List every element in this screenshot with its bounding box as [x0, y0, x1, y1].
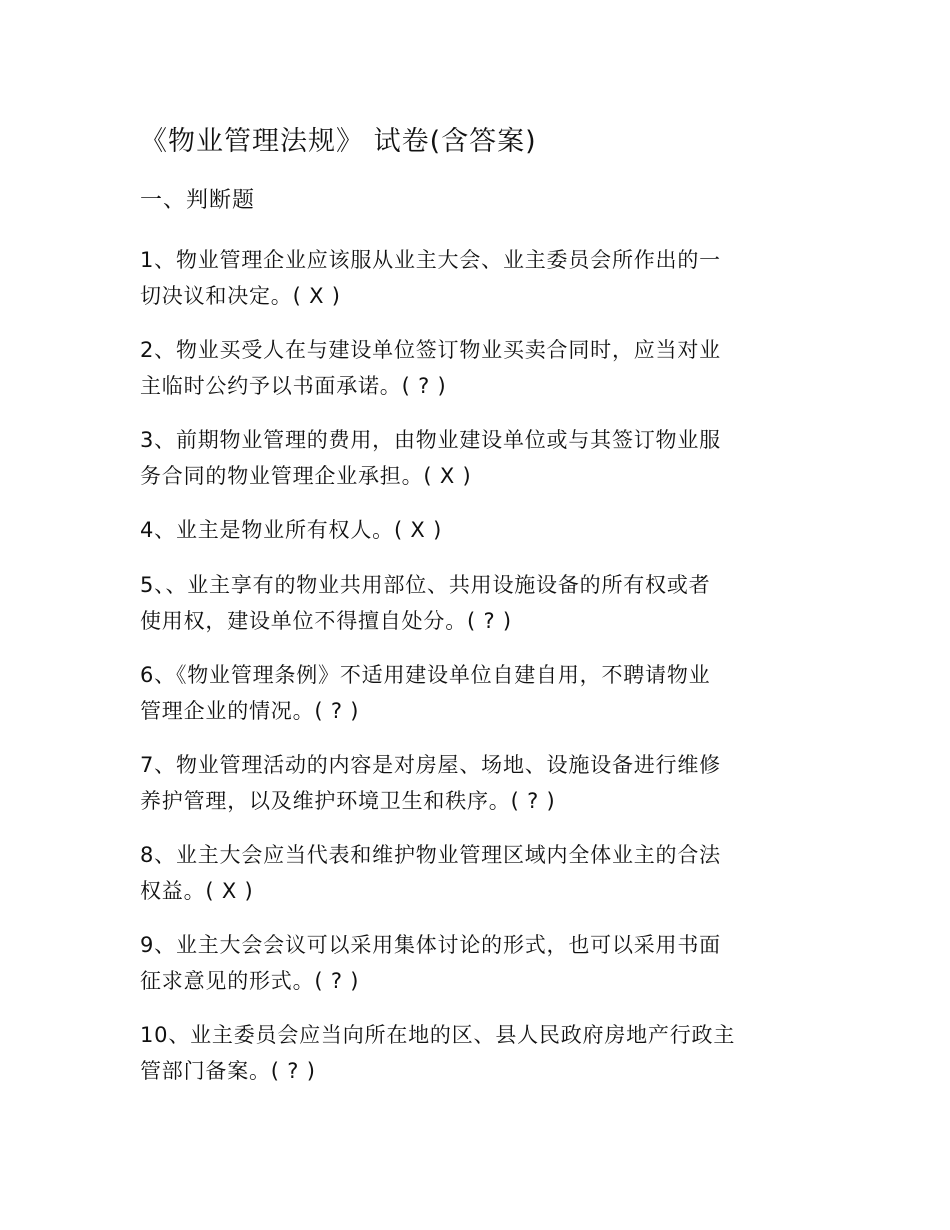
question-2-line-2: 主临时公约予以书面承诺。( ? ): [140, 374, 447, 398]
question-item-8: [140, 837, 820, 909]
question-3-line-2: 务合同的物业管理企业承担。( X ): [140, 464, 472, 488]
question-1-line-1: 1、物业管理企业应该服从业主大会、业主委员会所作出的一: [140, 248, 721, 272]
question-item-5: [140, 567, 820, 639]
question-item-9: [140, 927, 820, 999]
question-6-line-1: 6、《物业管理条例》不适用建设单位自建自用，不聘请物业: [140, 663, 711, 687]
question-9-line-1: 9、业主大会会议可以采用集体讨论的形式，也可以采用书面: [140, 933, 721, 957]
question-7-line-1: 7、物业管理活动的内容是对房屋、场地、设施设备进行维修: [140, 753, 721, 777]
question-8-line-2: 权益。( X ): [140, 879, 254, 903]
question-10-line-1: 10、业主委员会应当向所在地的区、县人民政府房地产行政主: [140, 1023, 736, 1047]
question-10-line-2: 管部门备案。( ? ): [140, 1059, 316, 1083]
question-item-10: [140, 1017, 820, 1089]
question-1-line-2: 切决议和决定。( X ): [140, 284, 341, 308]
question-item-1: [140, 242, 820, 314]
document-title: 《物业管理法规》 试卷(含答案): [140, 126, 537, 157]
question-9-line-2: 征求意见的形式。( ? ): [140, 969, 360, 993]
question-8-line-1: 8、业主大会应当代表和维护物业管理区域内全体业主的合法: [140, 843, 721, 867]
question-item-3: [140, 422, 820, 494]
question-7-line-2: 养护管理，以及维护环境卫生和秩序。( ? ): [140, 789, 556, 813]
question-3-line-1: 3、前期物业管理的费用，由物业建设单位或与其签订物业服: [140, 428, 721, 452]
section-title: 一、判断题: [140, 188, 256, 213]
question-5-line-1: 5、、业主享有的物业共用部位、共用设施设备的所有权或者: [140, 573, 711, 597]
question-2-line-1: 2、物业买受人在与建设单位签订物业买卖合同时，应当对业: [140, 338, 721, 362]
question-4-line-1: 4、业主是物业所有权人。( X ): [140, 518, 443, 542]
question-item-2: [140, 332, 820, 404]
question-item-6: [140, 657, 820, 729]
question-6-line-2: 管理企业的情况。( ? ): [140, 699, 360, 723]
question-item-4: [140, 512, 820, 548]
question-5-line-2: 使用权，建设单位不得擅自处分。( ? ): [140, 609, 512, 633]
question-item-7: [140, 747, 820, 819]
